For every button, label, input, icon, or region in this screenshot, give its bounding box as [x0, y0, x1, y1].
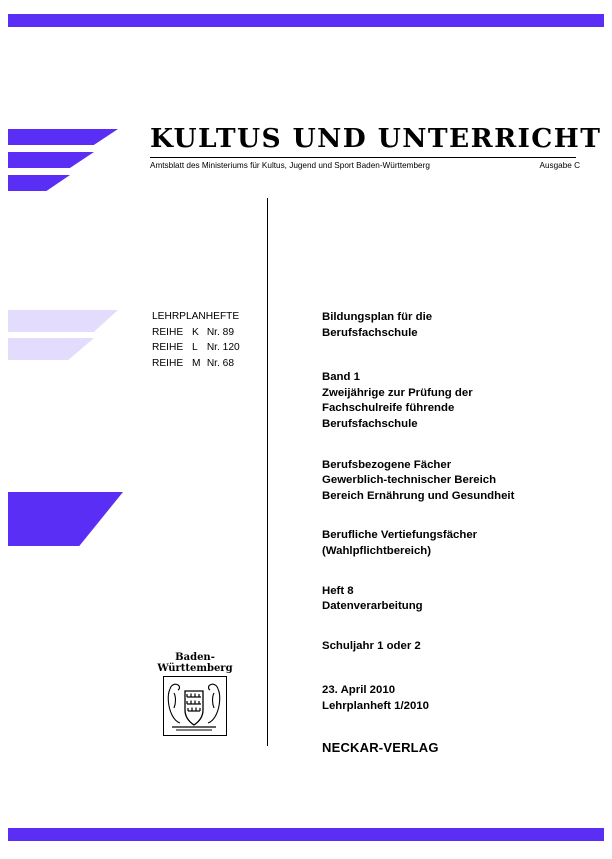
reihe-label: REIHE — [152, 342, 184, 353]
faecher-block — [322, 458, 578, 505]
chevron-decoration-mid-2 — [8, 338, 94, 360]
page-title: KULTUS UND UNTERRICHT — [150, 123, 602, 154]
lehrplanhefte-row — [152, 325, 239, 341]
lehrplanhefte-row — [152, 340, 239, 356]
chevron-decoration-top-3 — [8, 175, 70, 191]
faecher-line-2: Gewerblich-technischer Bereich — [322, 474, 497, 487]
vertiefung-line-1: Berufliche Vertiefungsfächer — [322, 529, 478, 542]
date-block — [322, 683, 578, 714]
publisher-name: NECKAR-VERLAG — [322, 739, 439, 755]
coat-of-arms — [155, 652, 235, 736]
heft-block — [322, 584, 578, 615]
band-block — [322, 370, 578, 432]
publication-date: 23. April 2010 — [322, 684, 396, 697]
reihe-letter: K — [191, 326, 199, 338]
reihe-letter: L — [191, 342, 198, 353]
chevron-decoration-low-1 — [8, 492, 123, 546]
reihe-nummer: Nr. 89 — [206, 326, 235, 338]
coat-of-arms-line-1: Baden- — [175, 652, 215, 663]
schuljahr-line: Schuljahr 1 oder 2 — [322, 639, 421, 652]
heft-line-1: Heft 8 — [322, 584, 354, 597]
lehrplanhefte-row — [152, 356, 239, 372]
band-line-3: Fachschulreife führende — [322, 402, 455, 415]
bildungsplan-block — [322, 310, 578, 341]
chevron-decoration-mid-1 — [8, 310, 118, 332]
top-accent-bar — [8, 14, 604, 27]
band-line-2: Zweijährige zur Prüfung der — [322, 386, 473, 399]
vertical-divider — [267, 198, 268, 746]
vertiefung-block — [322, 528, 578, 559]
bottom-accent-bar — [8, 828, 604, 841]
masthead-edition: Ausgabe C — [539, 160, 580, 170]
coat-of-arms-emblem — [163, 676, 227, 736]
faecher-line-3: Bereich Ernährung und Gesundheit — [322, 489, 515, 502]
schuljahr-block — [322, 639, 578, 655]
reihe-nummer: Nr. 68 — [206, 357, 235, 369]
heft-line-2: Datenverarbeitung — [322, 600, 423, 613]
reihe-label: REIHE — [152, 357, 184, 369]
masthead-subtitle: Amtsblatt des Ministeriums für Kultus, Jugend und Sport Baden-Württemberg — [150, 160, 430, 170]
coat-of-arms-line-2: Württemberg — [157, 663, 233, 674]
faecher-line-1: Berufsbezogene Fächer — [322, 458, 452, 471]
masthead — [150, 123, 602, 175]
reihe-label: REIHE — [152, 326, 184, 338]
coat-of-arms-icon — [164, 677, 224, 733]
vertiefung-line-2: (Wahlpflichtbereich) — [322, 544, 432, 557]
bildungsplan-line-1: Bildungsplan für die — [322, 311, 433, 323]
masthead-divider — [150, 157, 576, 158]
content-column — [322, 310, 578, 755]
lehrplanheft-number: Lehrplanheft 1/2010 — [322, 699, 429, 712]
lehrplanhefte-block — [152, 309, 239, 371]
reihe-nummer: Nr. 120 — [206, 342, 240, 353]
bildungsplan-line-2: Berufsfachschule — [322, 326, 418, 339]
chevron-decoration-top-1 — [8, 129, 118, 145]
band-line-4: Berufsfachschule — [322, 417, 418, 430]
reihe-letter: M — [191, 357, 201, 369]
chevron-decoration-top-2 — [8, 152, 94, 168]
lehrplanhefte-heading: LEHRPLANHEFTE — [152, 311, 240, 322]
band-line-1: Band 1 — [322, 371, 360, 384]
